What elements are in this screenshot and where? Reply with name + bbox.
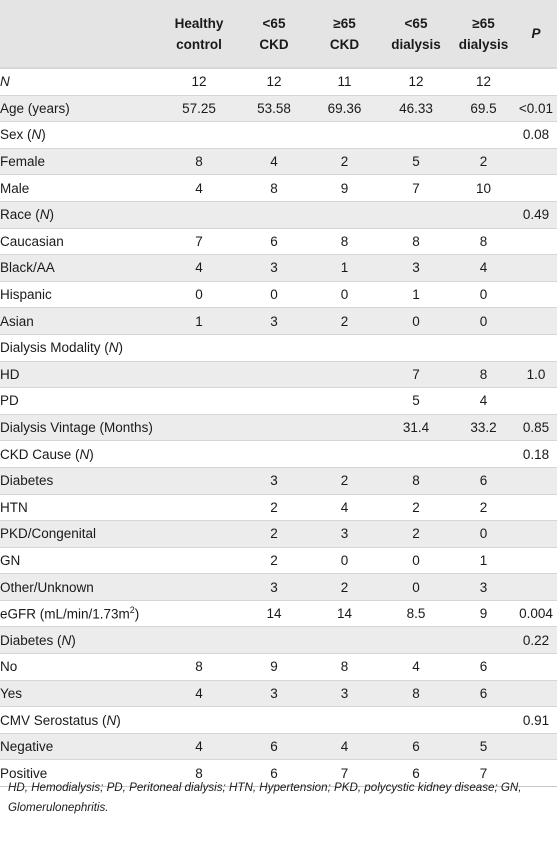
table-cell: 0 [239, 281, 309, 308]
table-cell [309, 388, 380, 415]
table-cell: 6 [380, 733, 452, 760]
table-cell [515, 547, 557, 574]
table-row [0, 95, 557, 122]
table-row [0, 707, 557, 734]
row-label [0, 467, 159, 494]
table-cell: 0 [380, 308, 452, 335]
row-label-italic: N [106, 712, 117, 728]
table-row [0, 308, 557, 335]
table-cell: 2 [452, 148, 515, 175]
row-label-text: CKD Cause ( [0, 446, 80, 462]
column-header [309, 0, 380, 67]
row-label-text: Other/Unknown [0, 579, 94, 595]
table-cell: 2 [380, 494, 452, 521]
table-cell: 0.18 [515, 441, 557, 468]
row-label-italic: N [108, 340, 119, 356]
row-label [0, 600, 159, 627]
row-label [0, 627, 159, 654]
table-row [0, 547, 557, 574]
table-cell [239, 707, 309, 734]
table-row [0, 122, 557, 149]
table-cell: 31.4 [380, 414, 452, 441]
table-cell: 6 [452, 467, 515, 494]
row-label-superscript: 2 [129, 605, 135, 616]
table-row [0, 69, 557, 95]
table-cell: 5 [380, 388, 452, 415]
table-cell: 53.58 [239, 95, 309, 122]
table-cell: 0 [309, 547, 380, 574]
table-cell: 12 [452, 69, 515, 95]
row-label [0, 69, 159, 95]
table-cell: 0 [380, 547, 452, 574]
table-cell [515, 69, 557, 95]
row-label [0, 388, 159, 415]
table-cell [380, 707, 452, 734]
row-label-italic: N [61, 632, 72, 648]
table-cell: 7 [159, 228, 239, 255]
table-cell [159, 494, 239, 521]
table-cell [159, 414, 239, 441]
row-label-text: Female [0, 154, 46, 170]
table-cell: 3 [239, 680, 309, 707]
table-cell [515, 521, 557, 548]
table-row [0, 441, 557, 468]
table-cell: 12 [159, 69, 239, 95]
column-header [452, 0, 515, 67]
table-cell: 7 [452, 760, 515, 787]
table-row [0, 574, 557, 601]
row-label-text: Asian [0, 313, 34, 329]
table-cell [239, 361, 309, 388]
table-cell: 8 [380, 228, 452, 255]
table-cell: 4 [309, 733, 380, 760]
table-row [0, 148, 557, 175]
table-row [0, 281, 557, 308]
table-cell [159, 547, 239, 574]
table-cell: 0 [309, 281, 380, 308]
table-cell: 12 [239, 69, 309, 95]
table-cell [452, 334, 515, 361]
column-header-line1: ≥65 [472, 15, 495, 31]
table-cell [515, 334, 557, 361]
table-cell: 2 [309, 308, 380, 335]
table-cell [515, 388, 557, 415]
table-cell: 0.49 [515, 201, 557, 228]
table-cell: 0 [380, 574, 452, 601]
table-cell: 2 [309, 574, 380, 601]
table-cell: 5 [452, 733, 515, 760]
table-cell [380, 122, 452, 149]
table-cell [515, 733, 557, 760]
table-cell: 2 [239, 547, 309, 574]
row-label-text: Dialysis Modality ( [0, 340, 109, 356]
row-label-text: N [0, 74, 10, 90]
row-label-close: ) [118, 340, 124, 356]
row-label-close: ) [116, 712, 121, 728]
table-cell: 46.33 [380, 95, 452, 122]
table-footnote: HD, Hemodialysis; PD, Peritoneal dialysis; HTN, Hypertension; PKD, polycystic kidney disease; GN, Glomerulonephritis. [8, 781, 522, 814]
table-cell: 1 [380, 281, 452, 308]
table-cell: 9 [452, 600, 515, 627]
table-cell: 2 [239, 494, 309, 521]
table-cell: 8 [159, 148, 239, 175]
table-cell: 6 [380, 760, 452, 787]
table-cell: 11 [309, 69, 380, 95]
row-label [0, 175, 159, 202]
table-cell: 2 [239, 521, 309, 548]
table-cell [309, 707, 380, 734]
row-label [0, 654, 159, 681]
table-cell [380, 441, 452, 468]
table-cell [515, 574, 557, 601]
table-cell: 8 [159, 654, 239, 681]
table-row [0, 361, 557, 388]
row-label [0, 122, 159, 149]
table-cell: 7 [380, 361, 452, 388]
column-header [380, 0, 452, 67]
table-cell [159, 334, 239, 361]
table-cell: 4 [452, 255, 515, 282]
table-row [0, 228, 557, 255]
row-label-text: PD [0, 393, 19, 409]
table-cell: 8 [309, 654, 380, 681]
table-cell: 3 [452, 574, 515, 601]
table-cell [239, 122, 309, 149]
table-cell [309, 334, 380, 361]
row-label-text: PKD/Congenital [0, 526, 97, 542]
table-cell: 6 [239, 760, 309, 787]
table-cell: 4 [239, 148, 309, 175]
row-label [0, 414, 159, 441]
row-label-close: ) [49, 207, 55, 223]
row-label-italic: N [31, 127, 42, 143]
table-row [0, 334, 557, 361]
table-cell: 69.5 [452, 95, 515, 122]
table-row [0, 175, 557, 202]
table-body [0, 69, 557, 787]
row-label-close: ) [89, 446, 94, 462]
table-cell: 2 [452, 494, 515, 521]
table-cell [309, 201, 380, 228]
table-cell: 3 [239, 255, 309, 282]
row-label-italic: N [39, 207, 50, 223]
table-row [0, 255, 557, 282]
table-cell [159, 361, 239, 388]
table-cell: 57.25 [159, 95, 239, 122]
table-cell [515, 148, 557, 175]
table-cell: 4 [380, 654, 452, 681]
table-cell: 4 [159, 255, 239, 282]
table-header-row [0, 0, 557, 67]
header-blank [0, 0, 159, 67]
table-cell: 69.36 [309, 95, 380, 122]
table-cell: 6 [452, 654, 515, 681]
table-cell: 2 [380, 521, 452, 548]
table-cell: 0 [452, 521, 515, 548]
row-label-text: eGFR (mL/min/1.73m [0, 606, 130, 622]
table-cell: 8 [380, 680, 452, 707]
table-cell [380, 627, 452, 654]
column-header-line2: CKD [329, 36, 360, 52]
column-header-line2: CKD [259, 36, 289, 52]
table-cell: 1 [159, 308, 239, 335]
column-header [239, 0, 309, 67]
row-label-text: Hispanic [0, 287, 52, 303]
table-cell [515, 255, 557, 282]
row-label [0, 361, 159, 388]
row-label-italic: N [79, 446, 90, 462]
table-row [0, 467, 557, 494]
table-row [0, 600, 557, 627]
table-cell: 7 [309, 760, 380, 787]
table-cell: 3 [309, 521, 380, 548]
table-row [0, 521, 557, 548]
table-cell [309, 122, 380, 149]
row-label [0, 228, 159, 255]
column-header [159, 0, 239, 67]
table-cell [515, 281, 557, 308]
table-cell: 8 [159, 760, 239, 787]
table-cell [515, 654, 557, 681]
table-cell: 4 [452, 388, 515, 415]
table-cell: <0.01 [515, 95, 557, 122]
table-cell [159, 600, 239, 627]
table-cell [515, 228, 557, 255]
table-cell: 8 [239, 175, 309, 202]
row-label [0, 441, 159, 468]
table-cell [239, 414, 309, 441]
table-cell [452, 201, 515, 228]
row-label-text: Race ( [0, 207, 40, 223]
table-cell: 1 [452, 547, 515, 574]
row-label-text: GN [0, 552, 21, 568]
row-label-text: HD [0, 366, 20, 382]
table-cell: 4 [159, 733, 239, 760]
table-cell [159, 574, 239, 601]
column-header-line2: dialysis [391, 36, 441, 52]
table-cell [239, 388, 309, 415]
row-label [0, 255, 159, 282]
row-label [0, 334, 159, 361]
row-label-text: Yes [0, 685, 23, 701]
table-cell [239, 201, 309, 228]
row-label [0, 680, 159, 707]
table-row [0, 201, 557, 228]
table-cell: 0.08 [515, 122, 557, 149]
table-cell [159, 441, 239, 468]
table-cell: 10 [452, 175, 515, 202]
row-label-text: Sex ( [0, 127, 32, 143]
table-cell: 8 [380, 467, 452, 494]
row-label [0, 201, 159, 228]
table-cell [159, 122, 239, 149]
row-label-text: Negative [0, 739, 54, 755]
table-cell: 2 [309, 148, 380, 175]
table-cell: 0.91 [515, 707, 557, 734]
column-header-line1: <65 [404, 15, 428, 31]
table-cell: 8 [452, 228, 515, 255]
table-cell [239, 441, 309, 468]
row-label [0, 494, 159, 521]
table-cell: 8 [452, 361, 515, 388]
table-cell: 3 [239, 574, 309, 601]
table-cell [380, 334, 452, 361]
table-cell [239, 334, 309, 361]
table-cell: 9 [309, 175, 380, 202]
column-header [515, 0, 557, 67]
row-label-text: CMV Serostatus ( [0, 712, 107, 728]
table-cell: 4 [159, 175, 239, 202]
table-cell: 3 [239, 467, 309, 494]
row-label-text: Age (years) [0, 100, 70, 116]
row-label-text: Male [0, 180, 30, 196]
table-cell [159, 521, 239, 548]
row-label [0, 308, 159, 335]
table-cell [515, 175, 557, 202]
table-cell [515, 680, 557, 707]
row-label-text: Dialysis Vintage (Months) [0, 420, 153, 436]
table-cell: 4 [309, 494, 380, 521]
table-cell: 3 [380, 255, 452, 282]
row-label [0, 95, 159, 122]
table-cell: 8.5 [380, 600, 452, 627]
table-cell: 8 [309, 228, 380, 255]
row-label [0, 148, 159, 175]
table-cell [309, 627, 380, 654]
table-cell: 14 [309, 600, 380, 627]
table-cell [239, 627, 309, 654]
table-cell [380, 201, 452, 228]
table-cell [309, 414, 380, 441]
row-label-text: Black/AA [0, 260, 55, 276]
row-label [0, 521, 159, 548]
row-label [0, 281, 159, 308]
table-cell: 0.004 [515, 600, 557, 627]
row-label [0, 707, 159, 734]
table-cell: 3 [239, 308, 309, 335]
table-cell [515, 467, 557, 494]
table-cell: 0 [452, 281, 515, 308]
table-cell: 9 [239, 654, 309, 681]
table-cell [452, 627, 515, 654]
column-header-line2: dialysis [458, 36, 509, 52]
table-cell: 33.2 [452, 414, 515, 441]
table-cell: 14 [239, 600, 309, 627]
table-cell: 0 [452, 308, 515, 335]
table-row [0, 388, 557, 415]
table-cell: 0.22 [515, 627, 557, 654]
table-cell [309, 361, 380, 388]
row-label [0, 574, 159, 601]
row-label [0, 547, 159, 574]
row-label-close: ) [41, 127, 46, 143]
row-label-close: ) [71, 632, 76, 648]
row-label-text: Caucasian [0, 233, 64, 249]
table-row [0, 414, 557, 441]
row-label-close: ) [134, 606, 140, 622]
table-cell: 5 [380, 148, 452, 175]
row-label-text: HTN [0, 499, 28, 515]
table-cell [159, 467, 239, 494]
column-header-line1: P [531, 26, 541, 41]
row-label-text: Positive [0, 765, 48, 781]
table-cell: 0 [159, 281, 239, 308]
table-cell [452, 707, 515, 734]
table-cell: 6 [239, 733, 309, 760]
row-label-text: No [0, 659, 18, 675]
table-cell: 3 [309, 680, 380, 707]
column-header-line1: ≥65 [333, 15, 356, 31]
table-cell [159, 627, 239, 654]
table-cell: 7 [380, 175, 452, 202]
table-cell [452, 441, 515, 468]
table-row [0, 494, 557, 521]
table-cell [309, 441, 380, 468]
row-label-text: Diabetes ( [0, 632, 62, 648]
table-cell [452, 122, 515, 149]
table-cell [515, 308, 557, 335]
table-cell [159, 201, 239, 228]
table-cell: 4 [159, 680, 239, 707]
table-row [0, 733, 557, 760]
table-row [0, 654, 557, 681]
column-header-line2: control [176, 36, 222, 52]
table-cell [159, 707, 239, 734]
table-cell [515, 494, 557, 521]
table-cell: 12 [380, 69, 452, 95]
table-cell: 6 [239, 228, 309, 255]
column-header-line1: <65 [262, 15, 286, 31]
table-cell: 6 [452, 680, 515, 707]
table-row [0, 680, 557, 707]
table-cell: 0.85 [515, 414, 557, 441]
table-cell: 2 [309, 467, 380, 494]
table-cell: 1 [309, 255, 380, 282]
table-cell: 1.0 [515, 361, 557, 388]
row-label-text: Diabetes [0, 473, 54, 489]
table-cell [159, 388, 239, 415]
row-label [0, 733, 159, 760]
column-header-line1: Healthy [174, 15, 224, 31]
table-row [0, 627, 557, 654]
